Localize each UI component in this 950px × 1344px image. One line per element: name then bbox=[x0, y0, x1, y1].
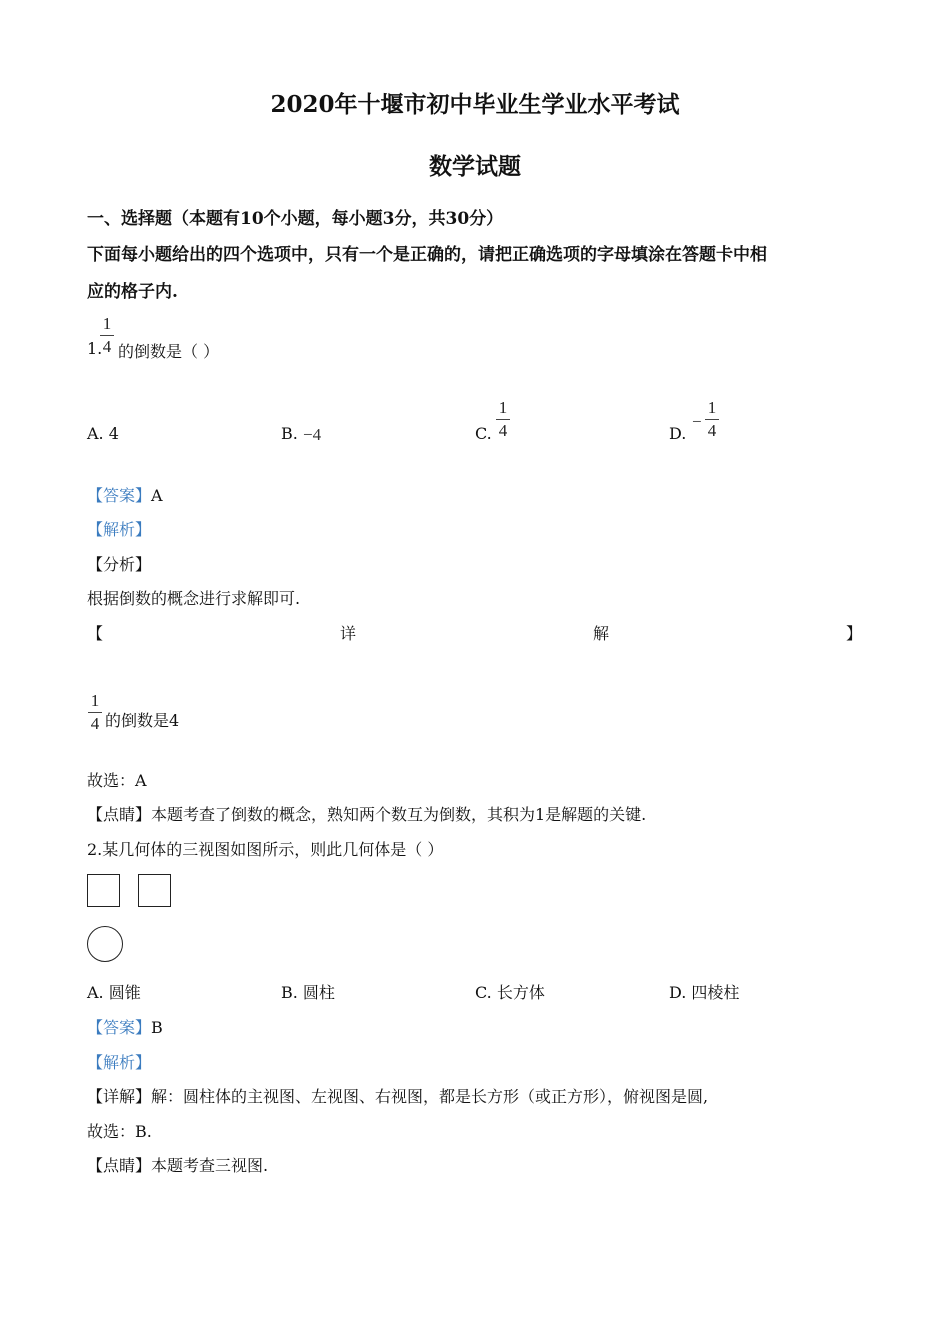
q1-option-a: A. 4 bbox=[87, 424, 119, 443]
q1-c-den: 4 bbox=[498, 421, 508, 440]
q1-detail-jie: 解 bbox=[593, 624, 610, 643]
q2-detail: 【详解】解：圆柱体的主视图、左视图、右视图，都是长方形（或正方形），俯视图是圆, bbox=[87, 1087, 709, 1106]
q1-answer-tag: 【答案】 bbox=[87, 486, 152, 505]
q1-frac-den: 4 bbox=[102, 337, 112, 356]
q1-result-den: 4 bbox=[90, 714, 100, 733]
q2-option-c: C. 长方体 bbox=[475, 983, 545, 1002]
q1-detail-xiang: 详 bbox=[340, 624, 357, 643]
q2-option-a: A. 圆锥 bbox=[87, 983, 141, 1002]
q1-stem: 的倒数是（ ） bbox=[118, 342, 220, 361]
q1-answer: A bbox=[151, 486, 163, 505]
q1-fraction bbox=[100, 314, 114, 357]
q1-d-num: 1 bbox=[707, 398, 717, 417]
q1-comment: 【点睛】本题考查了倒数的概念，熟知两个数互为倒数，其积为1是解题的关键. bbox=[87, 805, 647, 824]
q1-fenxi-text: 根据倒数的概念进行求解即可. bbox=[87, 589, 301, 608]
q1-result-text: 的倒数是4 bbox=[105, 711, 180, 730]
fraction-bar bbox=[88, 712, 102, 713]
q1-option-d-label: D. bbox=[669, 424, 687, 443]
q1-result-num: 1 bbox=[90, 691, 100, 710]
q1-detail-close: 】 bbox=[846, 624, 863, 643]
exam-title: 2020年十堰市初中毕业生学业水平考试 bbox=[270, 91, 680, 118]
fraction-bar bbox=[705, 419, 719, 420]
section-heading: 一、选择题（本题有10个小题，每小题3分，共30分） bbox=[87, 209, 504, 229]
q1-c-num: 1 bbox=[498, 398, 508, 417]
q1-option-d-sign: − bbox=[692, 412, 702, 431]
q2-answer-tag: 【答案】 bbox=[87, 1018, 152, 1037]
exam-subtitle: 数学试题 bbox=[429, 153, 521, 180]
q2-answer-row bbox=[87, 1015, 163, 1038]
q1-analysis-tag: 【解析】 bbox=[87, 520, 152, 539]
q2-analysis-tag: 【解析】 bbox=[87, 1053, 152, 1072]
q2-stem: 2.某几何体的三视图如图所示，则此几何体是（ ） bbox=[87, 840, 444, 859]
q1-option-d-fraction bbox=[705, 398, 719, 441]
top-view-circle-shape bbox=[87, 926, 123, 962]
q2-choose: 故选：B. bbox=[87, 1122, 152, 1141]
fraction-bar bbox=[496, 419, 510, 420]
q1-detail-open: 【 bbox=[87, 624, 104, 643]
q1-option-c-label: C. bbox=[475, 424, 492, 443]
q1-frac-num: 1 bbox=[102, 314, 112, 333]
side-view-square-shape bbox=[138, 874, 171, 907]
q1-number: 1. bbox=[87, 339, 103, 358]
q2-option-b: B. 圆柱 bbox=[281, 983, 335, 1002]
q1-answer-row bbox=[87, 483, 163, 506]
q1-result-fraction bbox=[88, 691, 102, 734]
section-instruction-line2: 应的格子内. bbox=[87, 282, 178, 302]
q1-fenxi-tag: 【分析】 bbox=[87, 555, 152, 574]
q1-choose: 故选：A bbox=[87, 771, 147, 790]
q1-option-c-fraction bbox=[496, 398, 510, 441]
front-view-square-shape bbox=[87, 874, 120, 907]
section-instruction-line1: 下面每小题给出的四个选项中，只有一个是正确的，请把正确选项的字母填涂在答题卡中相 bbox=[87, 245, 767, 265]
q2-answer: B bbox=[151, 1018, 163, 1037]
q1-d-den: 4 bbox=[707, 421, 717, 440]
q1-option-b-label: B. bbox=[281, 424, 298, 443]
fraction-bar bbox=[100, 335, 114, 336]
q2-comment: 【点睛】本题考查三视图. bbox=[87, 1156, 269, 1175]
q2-option-d: D. 四棱柱 bbox=[669, 983, 740, 1002]
q1-option-b-value: −4 bbox=[303, 425, 322, 444]
